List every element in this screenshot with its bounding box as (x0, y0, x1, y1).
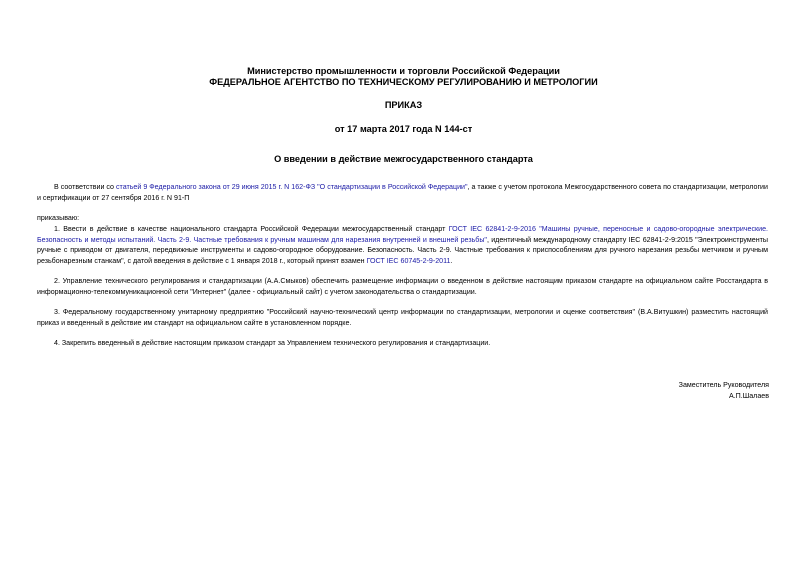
signatory-position: Заместитель Руководителя (678, 381, 769, 389)
item-4-paragraph: 4. Закрепить введенный в действие настоящим приказом стандарт за Управлением технического регулирования и стандартизации. (54, 339, 491, 347)
preamble-text-pre: В соответствии со (54, 183, 116, 191)
document-type: ПРИКАЗ (384, 100, 423, 110)
preamble-text-post: , а также с учетом протокола Межгосударственного совета по стандартизации, метрологии и сертификации от 27 сентября 2016 г. N 91-П (37, 183, 768, 202)
document-header (0, 66, 807, 88)
signatory-name: А.П.Шалаев (728, 391, 769, 400)
agency-name: ФЕДЕРАЛЬНОЕ АГЕНТСТВО ПО ТЕХНИЧЕСКОМУ РЕГУЛИРОВАНИЮ И МЕТРОЛОГИИ (209, 77, 598, 87)
item-1-paragraph (37, 224, 768, 266)
preamble-paragraph (37, 182, 768, 203)
document-subject: О введении в действие межгосударственного стандарта (274, 154, 533, 164)
item-1-text-pre: 1. Ввести в действие в качестве национального стандарта Российской Федерации межгосударственный стандарт (54, 225, 449, 233)
ministry-name: Министерство промышленности и торговли Российской Федерации (247, 66, 560, 76)
gost-62841-link[interactable]: ГОСТ IEC 62841-2-9-2016 "Машины ручные, переносные и садово-огородные электрические. Безопасность и методы испытаний. Часть 2-9. Частные требования к ручным машинам для нарезания внутренней и внешней резьбы" (37, 225, 769, 244)
item-1-text-mid: , идентичный международному стандарту IEC 62841-2-9:2015 "Электроинструменты ручные с приводом от двигателя, передвижные инструменты и садово-огородное оборудование. Безопасность. Часть 2-9. Частные требования к приспособлениям для ручного нарезания резьбы метчиком и ручным резьбонарезным станкам", с датой введения в действие с 1 января 2018 г., который принят взамен (37, 235, 768, 265)
signature-block (679, 380, 769, 401)
item-1-text-post: . (450, 256, 453, 265)
item-3-paragraph: 3. Федеральному государственному унитарному предприятию "Российский научно-технический центр информации по стандартизации, метрологии и оценке соответствия" (В.А.Витушкин) разместить настоящий приказ и введенный в действие им стандарт на официальном сайте в установленном порядке. (37, 308, 768, 327)
gost-60745-link[interactable]: ГОСТ IEC 60745-2-9-2011 (366, 256, 451, 265)
item-2-paragraph: 2. Управление технического регулирования и стандартизации (А.А.Смыков) обеспечить размещение информации о введенном в действие настоящим приказом стандарте на официальном сайте Росстандарта в информационно-телекоммуникационной сети "Интернет" (далее - официальный сайт) с учетом законодательства о стандартизации. (37, 277, 768, 296)
order-word: приказываю: (37, 214, 80, 222)
document-date-number: от 17 марта 2017 года N 144-ст (334, 124, 473, 134)
federal-law-link[interactable]: статьей 9 Федерального закона от 29 июня 2015 г. N 162-ФЗ "О стандартизации в Российской Федерации" (115, 183, 468, 191)
